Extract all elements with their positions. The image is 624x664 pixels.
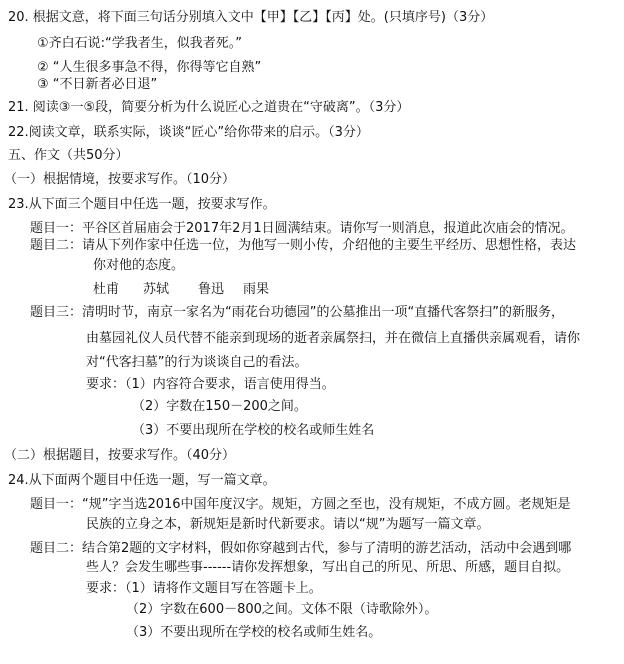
- author-hugo: 雨果: [243, 282, 270, 297]
- q23-requirement-2: （2）字数在150－200之间。: [132, 399, 307, 414]
- q23-topic-3-line-1: 题目三：清明时节，南京一家名为“雨花台功德园”的公墓推出一项“直播代客祭扫”的新服务，: [30, 305, 564, 320]
- q22-text: 22.阅读文章，联系实际，谈谈“匠心”给你带来的启示。（3分）: [8, 125, 369, 140]
- q24-requirement-3: （3）不要出现所在学校的校名或师生姓名。: [126, 625, 382, 640]
- q24-intro: 24.从下面两个题目中任选一题，写一篇文章。: [8, 473, 276, 488]
- q24-topic-1-line-2: 民族的立身之本，新规矩是新时代新要求。请以“规”为题写一篇文章。: [86, 517, 490, 532]
- q23-topic-2-line-1: 题目二：请从下列作家中任选一位，为他写一则小传，介绍他的主要生平经历、思想性格，表达: [30, 238, 577, 253]
- q23-requirement-3: （3）不要出现所在学校的校名或师生姓名: [132, 423, 375, 438]
- q23-topic-2-line-2: 你对他的态度。: [93, 258, 185, 273]
- section-5-title: 五、作文（共50分）: [8, 148, 129, 163]
- q23-requirement-1: 要求：（1）内容符合要求，语言使用得当。: [86, 377, 335, 392]
- author-sushi: 苏轼: [143, 282, 170, 297]
- q20-option-1: ①齐白石说:“学我者生，似我者死。”: [37, 36, 243, 51]
- q23-intro: 23.从下面三个题目中任选一题，按要求写作。: [8, 197, 276, 212]
- q24-topic-1-line-1: 题目一：“规”字当选2016中国年度汉字。规矩，方圆之至也，没有规矩，不成方圆。老规矩是: [30, 497, 571, 512]
- q23-topic-3-line-2: 由墓园礼仪人员代替不能亲到现场的逝者亲属祭扫，并在微信上直播供亲属观看，请你: [86, 331, 581, 346]
- part1-heading: （一）根据情境，按要求写作。（10分）: [4, 172, 236, 187]
- author-luxun: 鲁迅: [198, 282, 225, 297]
- q20-option-3: ③ “不日新者必日退”: [37, 77, 158, 92]
- q24-requirement-1: 要求：（1）请将作文题目写在答题卡上。: [86, 581, 322, 596]
- q24-requirement-2: （2）字数在600－800之间。文体不限（诗歌除外）。: [126, 602, 438, 617]
- q23-topic-3-line-3: 对“代客扫墓”的行为谈谈自己的看法。: [86, 355, 308, 370]
- q20-option-2: ② “人生很多事急不得，你得等它自熟”: [37, 60, 262, 75]
- q21-text: 21. 阅读③一⑤段，简要分析为什么说匠心之道贵在“守破离”。（3分）: [8, 100, 410, 115]
- author-dufu: 杜甫: [93, 282, 120, 297]
- q24-topic-2-line-1: 题目二：结合第2题的文字材料，假如你穿越到古代，参与了清明的游艺活动，活动中会遇到哪: [30, 541, 572, 556]
- q24-topic-2-line-2: 些人？会发生哪些事------请你发挥想象，写出自己的所见、所思、所感，题目自拟。: [86, 560, 570, 575]
- q23-topic-1: 题目一：平谷区首届庙会于2017年2月1日圆满结束。请你写一则消息，报道此次庙会的情况。: [30, 221, 574, 236]
- q20-title: 20. 根据文意，将下面三句话分别填入文中【甲】【乙】【丙】处。(只填序号)（3分）: [8, 10, 494, 25]
- part2-heading: （二）根据题目，按要求写作。（40分）: [4, 448, 236, 463]
